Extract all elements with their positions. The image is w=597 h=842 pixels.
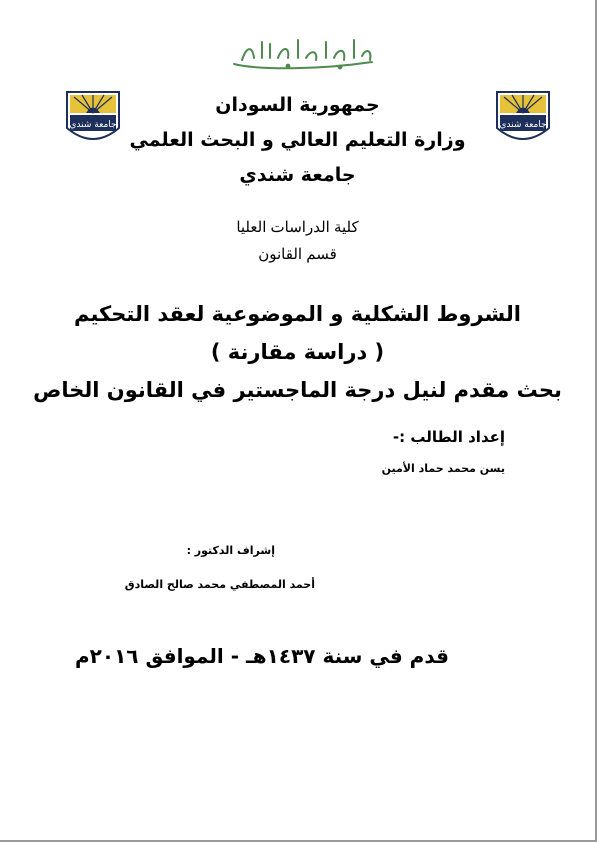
supervisor-name: أحمد المصطفي محمد صالح الصادق [124,578,315,591]
thesis-degree: بحث مقدم لنيل درجة الماجستير في القانون الخاص [33,378,562,402]
header-university: جامعة شندي [239,164,356,186]
student-name: يسن محمد حماد الأمين [381,462,505,475]
svg-text:جامعة شندي: جامعة شندي [69,120,117,130]
submission-date: قدم في سنة ١٤٣٧هـ - الموافق ٢٠١٦م [74,644,449,668]
student-label: إعداد الطالب :- [392,428,505,446]
header-ministry: وزارة التعليم العالي و البحث العلمي [129,129,466,151]
supervisor-label: إشراف الدكتور : [186,544,275,557]
header-country: جمهورية السودان [215,94,380,116]
thesis-title: الشروط الشكلية و الموضوعية لعقد التحكيم [74,302,521,326]
department-name: قسم القانون [258,246,337,263]
basmala-calligraphy [228,34,378,74]
svg-text:جامعة شندي: جامعة شندي [499,120,547,130]
thesis-subtitle: ( دراسة مقارنة ) [210,340,385,364]
faculty-name: كلية الدراسات العليا [236,219,359,236]
